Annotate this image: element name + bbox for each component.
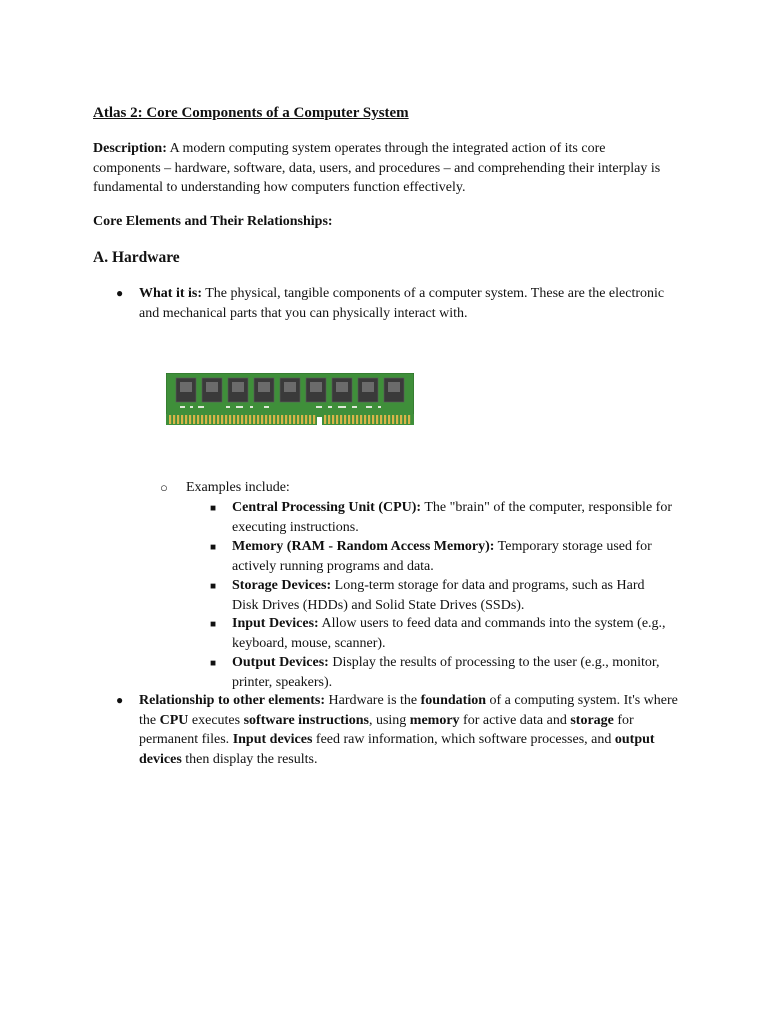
- bullet-disc-icon: ●: [116, 693, 124, 707]
- relationship-text: executes: [188, 712, 244, 728]
- ram-module-image: [166, 373, 414, 425]
- bullet-square-icon: ■: [210, 503, 217, 514]
- relationship-emphasis: software instructions: [243, 712, 369, 728]
- bullet-disc-icon: ●: [116, 286, 124, 300]
- relationship-label: Relationship to other elements:: [139, 693, 325, 708]
- example-text: The "brain" of the computer, responsible for executing instructions.: [232, 500, 672, 535]
- relationship-text: then display the results.: [181, 751, 318, 767]
- what-it-is-text: The physical, tangible components of a computer system. These are the electronic and mechanical parts that you can physically interact with.: [139, 286, 665, 321]
- relationship-text: for active data and: [459, 712, 571, 728]
- relationship-emphasis: CPU: [159, 712, 189, 728]
- example-text: Temporary storage used for actively running programs and data.: [232, 539, 652, 574]
- bullet-square-icon: ■: [210, 581, 217, 592]
- relationship-text: , using: [368, 712, 410, 728]
- relationship-emphasis: storage: [570, 712, 614, 728]
- bullet-square-icon: ■: [210, 658, 217, 669]
- example-label: Storage Devices:: [232, 578, 332, 593]
- example-label: Output Devices:: [232, 655, 329, 670]
- description-text: A modern computing system operates through the integrated action of its core components – hardware, software, data, users, and procedures – and comprehending their interplay is fundamental to understanding how computers function effectively.: [93, 141, 661, 195]
- page-title: Atlas 2: Core Components of a Computer System: [93, 105, 409, 121]
- description-paragraph: [93, 139, 673, 198]
- example-text: Display the results of processing to the user (e.g., monitor, printer, speakers).: [232, 655, 660, 690]
- relationship-text: Hardware is the: [325, 693, 421, 708]
- example-text: Allow users to feed data and commands into the system (e.g., keyboard, mouse, scanner).: [232, 616, 666, 651]
- example-label: Memory (RAM - Random Access Memory):: [232, 539, 495, 554]
- examples-intro: Examples include:: [186, 480, 290, 495]
- example-label: Central Processing Unit (CPU):: [232, 500, 422, 515]
- example-text: Long-term storage for data and programs, such as Hard Disk Drives (HDDs) and Solid State Drives (SSDs).: [232, 578, 645, 613]
- bullet-square-icon: ■: [210, 542, 217, 553]
- section-a-heading: A. Hardware: [93, 249, 180, 266]
- relationship-emphasis: Input devices: [232, 732, 313, 747]
- relationship-emphasis: output devices: [139, 732, 655, 767]
- bullet-circle-icon: ○: [160, 480, 168, 495]
- relationship-emphasis: foundation: [420, 693, 486, 708]
- relationship-emphasis: memory: [409, 712, 460, 728]
- what-it-is-label: What it is:: [139, 286, 202, 301]
- description-label: Description:: [93, 141, 167, 156]
- example-label: Input Devices:: [232, 616, 319, 631]
- bullet-square-icon: ■: [210, 619, 217, 630]
- relationship-text: feed raw information, which software processes, and: [312, 732, 615, 747]
- relationship-text: of a computing system. It's where the: [139, 693, 678, 728]
- relationship-text: for permanent files.: [139, 712, 634, 747]
- core-elements-heading: Core Elements and Their Relationships:: [93, 214, 333, 229]
